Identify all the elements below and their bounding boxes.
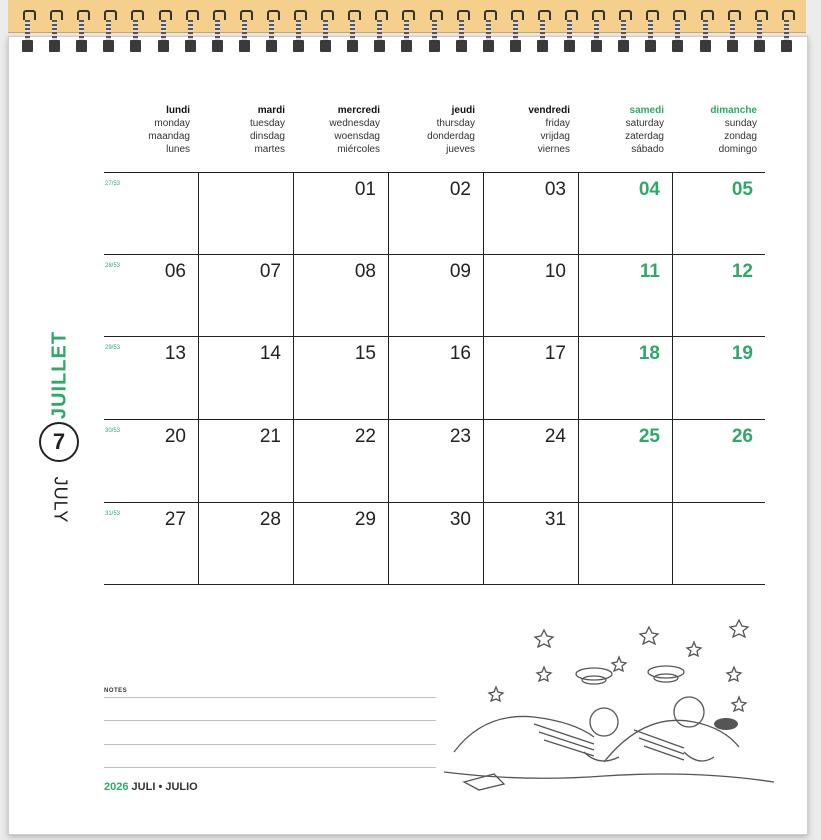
day-cell-number[interactable]: 21 (259, 426, 281, 447)
star-icon (537, 667, 551, 681)
star-icon (730, 620, 748, 637)
week-number: 31/53 (105, 511, 121, 517)
comic-illustration (444, 612, 774, 792)
footer-month: JULI • JULIO (131, 781, 198, 793)
day-cell-number[interactable]: 22 (354, 426, 376, 447)
weekday-name-es: martes (254, 144, 285, 155)
weekday-name-en: wednesday (329, 118, 380, 129)
grid-column-line (483, 172, 484, 584)
day-cell-number[interactable]: 01 (354, 179, 376, 200)
day-cell-number[interactable]: 14 (259, 343, 281, 364)
day-cell-number[interactable]: 28 (259, 509, 281, 530)
month-name-english: JULY (50, 476, 71, 524)
star-icon (535, 630, 553, 647)
weekday-name-nl: zondag (724, 131, 757, 142)
footer-year: 2026 (104, 781, 129, 793)
day-cell-number[interactable]: 02 (449, 179, 471, 200)
day-cell-number[interactable]: 16 (449, 343, 471, 364)
spiral-binding (0, 0, 821, 60)
weekday-name-fr: dimanche (710, 105, 757, 116)
star-icon (612, 657, 626, 671)
weekday-name-nl: woensdag (334, 131, 380, 142)
grid-row-line (104, 172, 765, 173)
weekday-name-es: sábado (631, 144, 664, 155)
month-number-circle: 7 (39, 422, 79, 462)
notes-line (104, 720, 436, 721)
weekday-name-fr: mardi (257, 105, 285, 116)
day-cell-number[interactable]: 11 (639, 261, 660, 282)
weekday-name-es: viernes (537, 144, 570, 155)
weekday-name-es: jueves (446, 144, 475, 155)
weekday-name-es: lunes (166, 144, 190, 155)
day-cell-number[interactable]: 25 (638, 426, 660, 447)
day-cell-number[interactable]: 27 (164, 509, 186, 530)
weekday-header-saturday (574, 104, 664, 156)
star-icon (640, 627, 658, 644)
hat-icon (714, 718, 738, 730)
weekday-name-nl: dinsdag (249, 131, 285, 142)
weekday-name-nl: maandag (148, 131, 190, 142)
grid-row-line (104, 254, 765, 255)
footer-caption (104, 781, 198, 793)
month-name-french: JUILLET (48, 330, 71, 420)
day-cell-number[interactable]: 03 (544, 179, 566, 200)
day-cell-number[interactable]: 06 (164, 261, 186, 282)
star-icon (727, 667, 741, 681)
week-number: 29/53 (105, 345, 121, 351)
grid-column-line (198, 172, 199, 584)
grid-column-line (578, 172, 579, 584)
grid-column-line (672, 172, 673, 584)
day-cell-number[interactable]: 08 (354, 261, 376, 282)
weekday-name-en: sunday (724, 118, 757, 129)
weekday-name-fr: vendredi (528, 105, 570, 116)
day-cell-number[interactable]: 19 (731, 343, 753, 364)
grid-column-line (388, 172, 389, 584)
day-cell-number[interactable]: 26 (731, 426, 753, 447)
weekday-name-fr: jeudi (451, 105, 475, 116)
weekday-name-es: miércoles (337, 144, 380, 155)
grid-row-line (104, 502, 765, 503)
weekday-name-fr: mercredi (337, 105, 380, 116)
notes-label: NOTES (104, 688, 128, 694)
grid-row-line (104, 419, 765, 420)
star-icon (489, 687, 503, 701)
weekday-header-wednesday (290, 104, 380, 156)
day-cell-number[interactable]: 15 (354, 343, 376, 364)
week-number: 30/53 (105, 428, 121, 434)
day-cell-number[interactable]: 09 (449, 261, 471, 282)
weekday-name-en: tuesday (249, 118, 285, 129)
weekday-name-en: monday (154, 118, 190, 129)
notes-line (104, 697, 436, 698)
weekday-header-monday (100, 104, 190, 156)
day-cell-number[interactable]: 18 (638, 343, 660, 364)
day-cell-number[interactable]: 20 (164, 426, 186, 447)
grid-row-line (104, 584, 765, 585)
weekday-name-en: thursday (436, 118, 475, 129)
weekday-name-nl: vrijdag (540, 131, 570, 142)
weekday-header-tuesday (195, 104, 285, 156)
grid-column-line (293, 172, 294, 584)
day-cell-number[interactable]: 17 (544, 343, 566, 364)
day-cell-number[interactable]: 13 (164, 343, 186, 364)
day-cell-number[interactable]: 30 (449, 509, 471, 530)
week-number: 27/53 (105, 181, 121, 187)
day-cell-number[interactable]: 23 (449, 426, 471, 447)
weekday-name-fr: lundi (166, 105, 190, 116)
star-icon (687, 642, 701, 656)
day-cell-number[interactable]: 29 (354, 509, 376, 530)
grid-row-line (104, 336, 765, 337)
weekday-name-es: domingo (718, 144, 757, 155)
weekday-header-friday (480, 104, 570, 156)
day-cell-number[interactable]: 24 (544, 426, 566, 447)
day-cell-number[interactable]: 05 (731, 179, 753, 200)
day-cell-number[interactable]: 07 (259, 261, 281, 282)
weekday-name-nl: zaterdag (625, 131, 664, 142)
star-icon (732, 697, 746, 711)
notes-line (104, 767, 436, 768)
weekday-name-fr: samedi (629, 105, 664, 116)
week-number: 28/53 (105, 263, 121, 269)
weekday-name-en: friday (545, 118, 570, 129)
day-cell-number[interactable]: 12 (731, 261, 753, 282)
weekday-name-nl: donderdag (427, 131, 475, 142)
weekday-header-sunday (667, 104, 757, 156)
day-cell-number[interactable]: 04 (638, 179, 660, 200)
notes-line (104, 744, 436, 745)
day-cell-number[interactable]: 31 (544, 509, 566, 530)
day-cell-number[interactable]: 10 (544, 261, 566, 282)
weekday-header-thursday (385, 104, 475, 156)
weekday-name-en: saturday (625, 118, 664, 129)
